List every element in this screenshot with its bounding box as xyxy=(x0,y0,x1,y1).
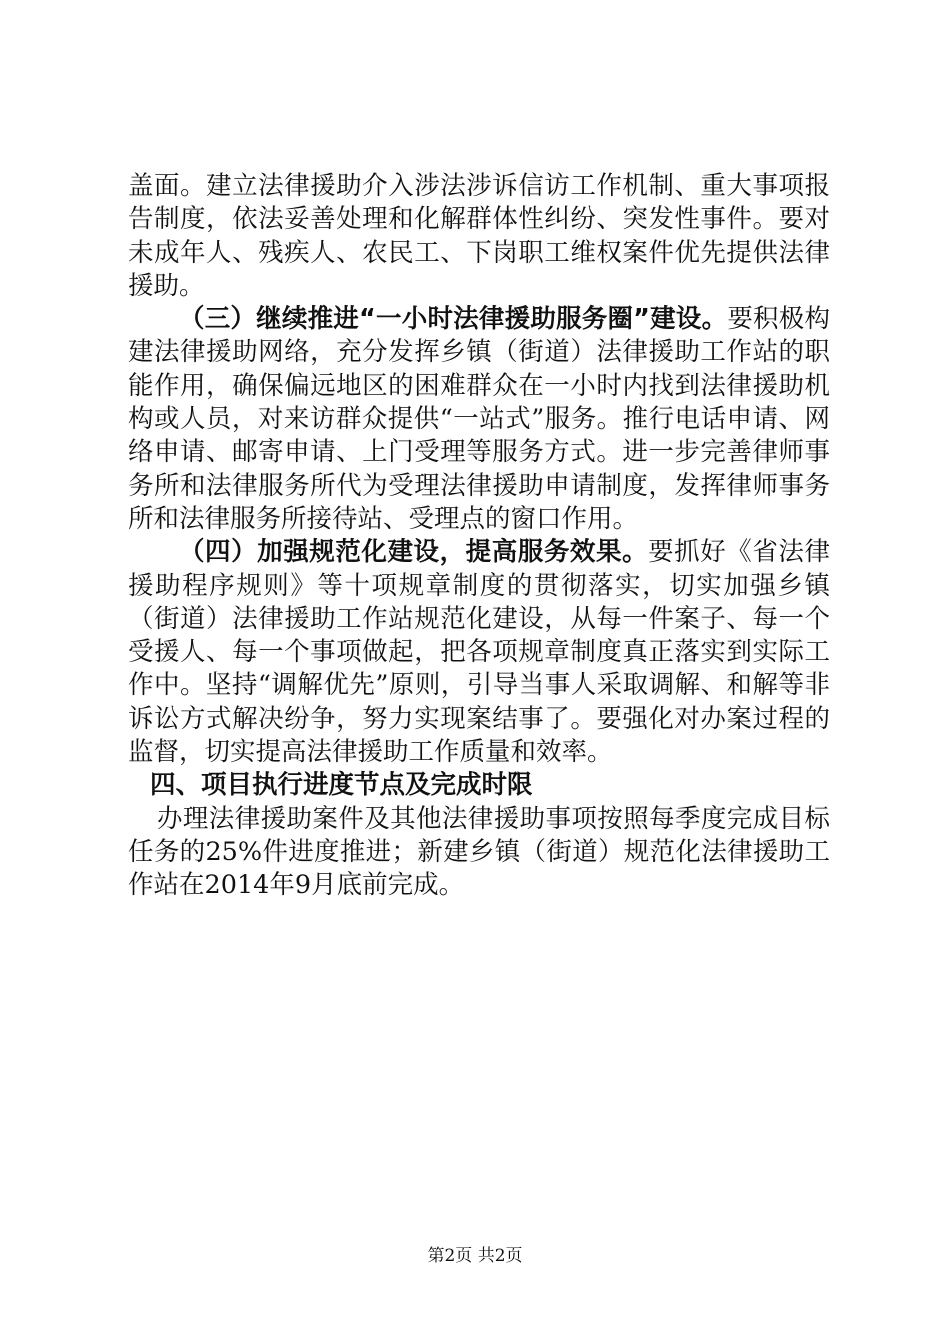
page-number-footer: 第2页 共2页 xyxy=(427,1246,523,1266)
paragraph-item-4 xyxy=(128,536,830,769)
paragraph-closing xyxy=(128,803,830,903)
paragraph-text: 盖面。建立法律援助介入涉法涉诉信访工作机制、重大事项报告制度，依法妥善处理和化解群体性纠纷、突发性事件。要对未成年人、残疾人、农民工、下岗职工维权案件优先提供法律援助。 xyxy=(128,171,830,301)
paragraph-text: 要积极构建法律援助网络，充分发挥乡镇（街道）法律援助工作站的职能作用，确保偏远地区的困难群众在一小时内找到法律援助机构或人员，对来访群众提供“一站式”服务。推行电话申请、网络申请、邮寄申请、上门受理等服务方式。进一步完善律师事务所和法律服务所代为受理法律援助申请制度，发挥律师事务所和法律服务所接待站、受理点的窗口作用。 xyxy=(128,304,830,534)
paragraph-text: 办理法律援助案件及其他法律援助事项按照每季度完成目标任务的25%件进度推进；新建乡镇（街道）规范化法律援助工作站在2014年9月底前完成。 xyxy=(128,803,830,901)
paragraph-continuation xyxy=(128,170,830,303)
paragraph-lead: （三）继续推进“一小时法律援助服务圈”建设。 xyxy=(179,304,728,335)
body-text xyxy=(128,170,830,903)
paragraph-item-3 xyxy=(128,303,830,536)
paragraph-text: 要抓好《省法律援助程序规则》等十项规章制度的贯彻落实，切实加强乡镇（街道）法律援助工作站规范化建设，从每一件案子、每一个受援人、每一个事项做起，把各项规章制度真正落实到实际工作中。坚持“调解优先”原则，引导当事人采取调解、和解等非诉讼方式解决纷争，努力实现案结事了。要强化对办案过程的监督，切实提高法律援助工作质量和效率。 xyxy=(128,537,830,768)
paragraph-lead: （四）加强规范化建设，提高服务效果。 xyxy=(179,537,649,568)
section-heading: 四、项目执行进度节点及完成时限 xyxy=(150,770,533,801)
